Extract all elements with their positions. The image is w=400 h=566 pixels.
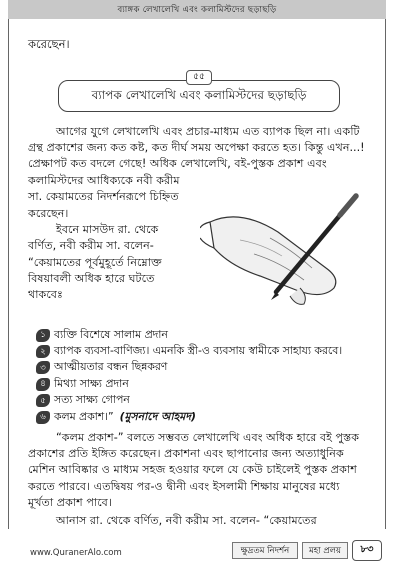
- hadith-intro: [28, 206, 198, 303]
- paragraph-line: গ্রন্থ প্রকাশের জন্য কত কষ্ট, কত দীর্ঘ সময় অপেক্ষা করতে হত। কিন্তু এখন...!: [28, 141, 365, 155]
- list-item-text: কলম প্রকাশ।”: [54, 409, 114, 423]
- paragraph-line: বিষয়াবলী অধিক হারে ঘটতে: [28, 271, 155, 285]
- hadith-reference: (মুসনাদে আহমদ): [119, 409, 196, 423]
- list-item-text: ব্যক্তি বিশেষে সালাম প্রদান: [54, 327, 168, 341]
- page-header: [8, 0, 386, 19]
- section-title: ব্যাপক লেখালেখি এবং কলামিস্টদের ছড়াছড়ি: [91, 88, 307, 102]
- list-number: ৩: [36, 361, 50, 374]
- list-number: ৫: [36, 394, 50, 407]
- opening-line: করেছেন।: [28, 37, 70, 51]
- section-number-badge: ৫৫: [186, 70, 212, 85]
- footer-series-title: মহা প্রলয়: [302, 542, 348, 559]
- list-number: ৬: [36, 411, 50, 424]
- list-item-text: আত্মীয়তার বন্ধন ছিন্নকরণ: [54, 360, 168, 374]
- paragraph-line: করতে পারবে। এতদ্বিষয় পর-ও দ্বীনী এবং ইসলামী শিক্ষায় মানুষের মধ্যে: [28, 479, 340, 493]
- footer-book-title: ক্ষুদ্রতম নিদর্শন: [232, 542, 298, 559]
- list-item-text: ব্যাপক ব্যবসা-বাণিজ্য। এমনকি স্ত্রী-ও ব্যবসায় স্বামীকে সাহায্য করবে।: [54, 344, 343, 358]
- paragraph-2: [28, 430, 368, 511]
- list-item: [36, 376, 366, 392]
- list-item: [36, 343, 366, 359]
- paragraph-line: সা. কেয়ামতের নিদর্শনরূপে চিহ্নিত: [28, 189, 179, 203]
- list-item-text: সত্য সাক্ষ্য গোপন: [54, 393, 130, 407]
- paragraph-line: মেশিন আবিষ্কার ও মাধ্যম সহজ হওয়ার ফলে যে কেউ চাইলেই পুস্তক প্রকাশ: [28, 463, 357, 477]
- paragraph-3: [28, 513, 368, 529]
- paragraph-line: করেছেন।: [28, 207, 69, 220]
- list-item: [36, 409, 366, 425]
- paragraph-line: প্রেক্ষাপট কত বদলে গেছে! অধিক লেখালেখি, বই-পুস্তক প্রকাশ এবং: [28, 157, 327, 171]
- page-content: [28, 36, 364, 52]
- header-title: ব্যাঙ্গক লেখালেখি এবং কলামিস্টদের ছড়াছড়ি: [117, 4, 277, 15]
- list-item: [36, 327, 366, 343]
- list-item: [36, 393, 366, 409]
- paragraph-line: কলামিস্টদের আধিক্যকে নবী করীম: [28, 173, 180, 187]
- paragraph-line: বর্ণিত, নবী করীম সা. বলেন-: [28, 239, 154, 253]
- list-number: ১: [36, 329, 50, 342]
- list-number: ৪: [36, 378, 50, 391]
- paragraph-line: “কেয়ামতের পূর্বমুহূর্তে নিম্নোক্ত: [28, 255, 162, 269]
- signs-list: [36, 327, 366, 425]
- paragraph-line: থাকবেঃ: [28, 288, 64, 302]
- paragraph-line: মূর্খতা প্রকাশ পাবে।: [28, 495, 112, 509]
- paragraph-line: আগের যুগে লেখালেখি এবং প্রচার-মাধ্যম এত ব্যাপক ছিল না। একটি: [56, 125, 360, 138]
- hand-writing-illustration: [200, 188, 370, 318]
- list-item-text: মিথ্যা সাক্ষ্য প্রদান: [54, 376, 129, 390]
- paragraph-line: ইবনে মাসউদ রা. থেকে: [56, 223, 159, 237]
- page-number: ৮৩: [352, 540, 382, 561]
- list-item: [36, 360, 366, 376]
- list-number: ২: [36, 345, 50, 358]
- paragraph-line: প্রকাশের প্রতি ইঙ্গিত করেছেন। প্রকাশনা এবং ছাপানোর জন্য অত্যাধুনিক: [28, 447, 344, 461]
- footer-website-link[interactable]: www.QuranerAlo.com: [30, 548, 122, 558]
- paragraph-line: “কলম প্রকাশ-” বলতে সম্ভবত লেখালেখি এবং অধিক হারে বই পুস্তক: [56, 431, 360, 444]
- paragraph-line: আনাস রা. থেকে বর্ণিত, নবী করীম সা. বলেন- “কেয়ামতের: [56, 514, 317, 527]
